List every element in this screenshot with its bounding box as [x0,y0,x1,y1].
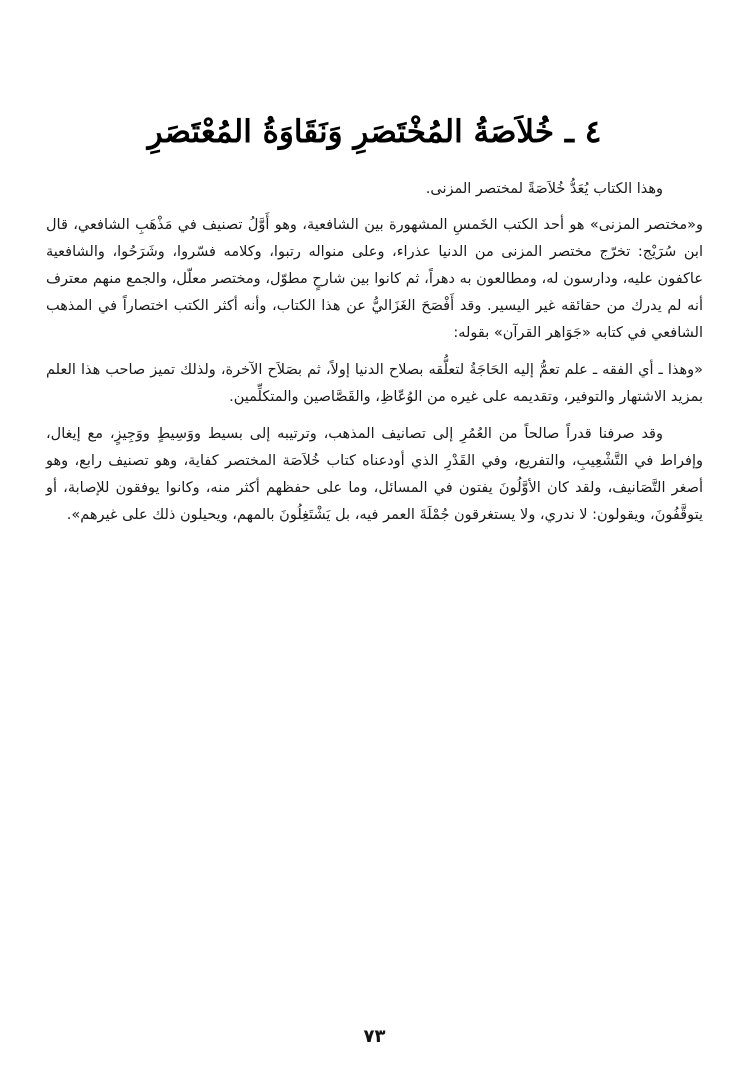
section-heading: ٤ ـ خُلاَصَةُ المُخْتَصَرِ وَنَقَاوَةُ المُعْتَصَرِ [147,114,602,150]
body-text [46,176,703,539]
page-number: ٧٣ [363,1026,386,1047]
paragraph-mukhtasar: و«مختصر المزنى» هو أحد الكتب الخَمسِ المشهورة بين الشافعية، وهو أَوَّلُ تصنيف في مَذْهَبِ الشافعي، قال ابن سُرَيْج: تخرّج مختصر المزنى من الدنيا عذراء، وعلى منواله رتبوا، وكلامه فسّروا، وشَرَحُوا، والشافعية عاكفون عليه، ودارسون له، ومطالعون به دهراً، ثم كانوا بين شارحٍ مطوّل، ومختصر معلّل، والجمع منهم معترف أنه لم يدرك من حقائقه غير اليسير. وقد أَفْصَحَ الغَزَاليُّ عن هذا الكتاب، وأنه أكثر الكتب اختصاراً في المذهب الشافعي في كتابه «جَوَاهر القرآن» بقوله: [46,217,703,341]
paragraph-intro: وهذا الكتاب يُعَدُّ خُلاَصَةً لمختصر المزنى. [425,181,663,197]
paragraph-quote: «وهذا ـ أي الفقه ـ علم تعمُّ إليه الحَاجَةُ لتعلُّقه بصلاح الدنيا إولاً، ثم بصَلاَح الآخرة، ولذلك تميز صاحب هذا العلم بمزيد الاشتهار والتوفير، وتقديمه على غيره من الوُعّاظِ، والقَصَّاصين والمتكلِّمين. [46,362,703,405]
paragraph-quote-continued: وقد صرفنا قدراً صالحاً من العُمُرِ إلى تصانيف المذهب، وترتيبه إلى بسيط ووَسِيطٍ ووَجِيزٍ، مع إيغال، وإفراط في التَّشْعِيبِ، والتفريع، وفي القَدْرِ الذي أودعناه كتاب خُلاَصَة المختصر كفاية، وهو تصنيف رابع، وهو أصغر التَّصَانيف، ولقد كان الأوَّلُونَ يفتون في المسائل، وما على حفظهم أكثر منه، وكانوا يوفقون للإصابة، أو يتوقَّفُونَ، ويقولون: لا ندري، ولا يستغرقون جُمْلَةَ العمر فيه، بل يَشْتَغِلُونَ بالمهم، ويحيلون ذلك على غيرهم». [46,426,703,523]
